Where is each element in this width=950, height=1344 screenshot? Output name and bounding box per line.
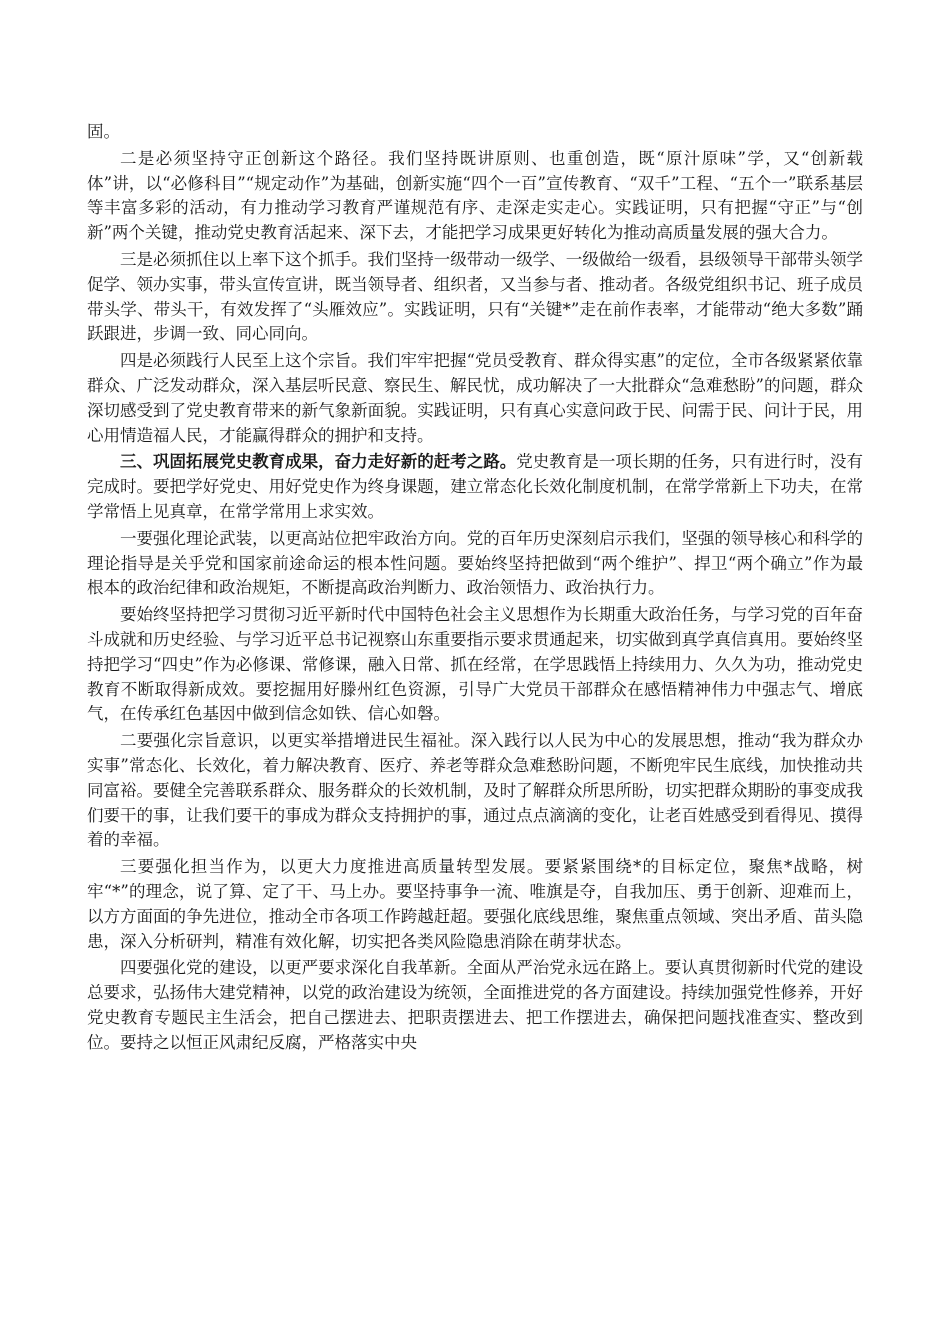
document-page [87, 120, 863, 1055]
paragraph-renmin-zhishang [87, 349, 863, 448]
section-heading: 三、巩固拓展党史教育成果，奋力走好新的赶考之路。 [120, 452, 517, 472]
paragraph-text: 三是必须抓住以上率下这个抓手。我们坚持一级带动一级学、一级做给一级看，县级领导干部带头领学促学、领办实事，带头宣传宣讲，既当领导者、组织者，又当参与者、推动者。各级党组织书记、班子成员带头学、带头干，有效发挥了“头雁效应”。实践证明，只有“关键*”走在前作表率，才能带动“绝大多数”踊跃跟进，步调一致、同心同向。 [87, 249, 863, 344]
paragraph-yishang-shuaixia [87, 248, 863, 347]
paragraph-text: 四要强化党的建设，以更严要求深化自我革新。全面从严治党永远在路上。要认真贯彻新时代党的建设总要求，弘扬伟大建党精神，以党的政治建设为统领，全面推进党的各方面建设。持续加强党性修养，开好党史教育专题民主生活会，把自己摆进去、把职责摆进去、把工作摆进去，确保把问题找准查实、整改到位。要持之以恒正风肃纪反腐，严格落实中央 [87, 958, 863, 1052]
paragraph-text: 固。 [87, 122, 120, 141]
paragraph-dang-de-jianshe [87, 956, 863, 1055]
paragraph-text: 二要强化宗旨意识，以更实举措增进民生福祉。深入践行以人民为中心的发展思想，推动“我为群众办实事”常态化、长效化，着力解决教育、医疗、养老等群众急难愁盼问题，不断兜牢民生底线，加快推动共同富裕。要健全完善联系群众、服务群众的长效机制，及时了解群众所思所盼，切实把群众期盼的事变成我们要干的事，让我们要干的事成为群众支持拥护的事，通过点点滴滴的变化，让老百姓感受到看得见、摸得着的幸福。 [87, 731, 863, 850]
paragraph-text: 二是必须坚持守正创新这个路径。我们坚持既讲原则、也重创造，既“原汁原味”学，又“创新载体”讲，以“必修科目”“规定动作”为基础，创新实施“四个一百”宣传教育、“双千”工程、“五个一”联系基层等丰富多彩的活动，有力推动学习教育严谨规范有序、走深走实走心。实践证明，只有把握“守正”与“创新”两个关键，推动党史教育活起来、深下去，才能把学习成果更好转化为推动高质量发展的强大合力。 [87, 148, 863, 243]
paragraph-text: 要始终坚持把学习贯彻习近平新时代中国特色社会主义思想作为长期重大政治任务，与学习党的百年奋斗成就和历史经验、与学习近平总书记视察山东重要指示要求贯通起来，切实做到真学真信真用。要始终坚持把学习“四史”作为必修课、常修课，融入日常、抓在经常，在学思践悟上持续用力、久久为功，推动党史教育不断取得新成效。要挖掘用好滕州红色资源，引导广大党员干部群众在感悟精神伟力中强志气、增底气，在传承红色基因中做到信念如铁、信心如磐。 [87, 605, 863, 724]
paragraph-text: 三要强化担当作为，以更大力度推进高质量转型发展。要紧紧围绕*的目标定位，聚焦*战略，树牢“*”的理念，说了算、定了干、马上办。要坚持事争一流、唯旗是夺，自我加压、勇于创新、迎难而上，以方方面面的争先进位，推动全市各项工作跨越赶超。要强化底线思维，聚焦重点领域、突出矛盾、苗头隐患，深入分析研判，精准有效化解，切实把各类风险隐患消除在萌芽状态。 [87, 857, 863, 951]
paragraph-text: 四是必须践行人民至上这个宗旨。我们牢牢把握“党员受教育、群众得实惠”的定位，全市各级紧紧依靠群众、广泛发动群众，深入基层听民意、察民生、解民忧，成功解决了一大批群众“急难愁盼”的问题，群众深切感受到了党史教育带来的新气象新面貌。实践证明，只有真心实意问政于民、问需于民、问计于民，用心用情造福人民，才能赢得群众的拥护和支持。 [87, 351, 863, 445]
paragraph-dandang-zuowei [87, 855, 863, 954]
paragraph-zongzhi-yishi [87, 729, 863, 853]
paragraph-text: 党史教育是一项长期的任务，只有进行时，没有完成时。要把学好党史、用好党史作为终身课题，建立常态化长效化制度机制，在常学常新上下功夫，在常学常悟上见真章，在常学常用上求实效。 [87, 452, 864, 521]
paragraph-lilun-wuzhuang [87, 527, 863, 601]
section-three-paragraph [87, 450, 863, 524]
continuation-paragraph [87, 120, 863, 145]
paragraph-shouzheng-chuangxin [87, 147, 863, 246]
paragraph-xuexi-guanche [87, 603, 863, 727]
paragraph-text: 一要强化理论武装，以更高站位把牢政治方向。党的百年历史深刻启示我们，坚强的领导核心和科学的理论指导是关乎党和国家前途命运的根本性问题。要始终坚持把做到“两个维护”、捍卫“两个确立”作为最根本的政治纪律和政治规矩，不断提高政治判断力、政治领悟力、政治执行力。 [87, 528, 863, 598]
